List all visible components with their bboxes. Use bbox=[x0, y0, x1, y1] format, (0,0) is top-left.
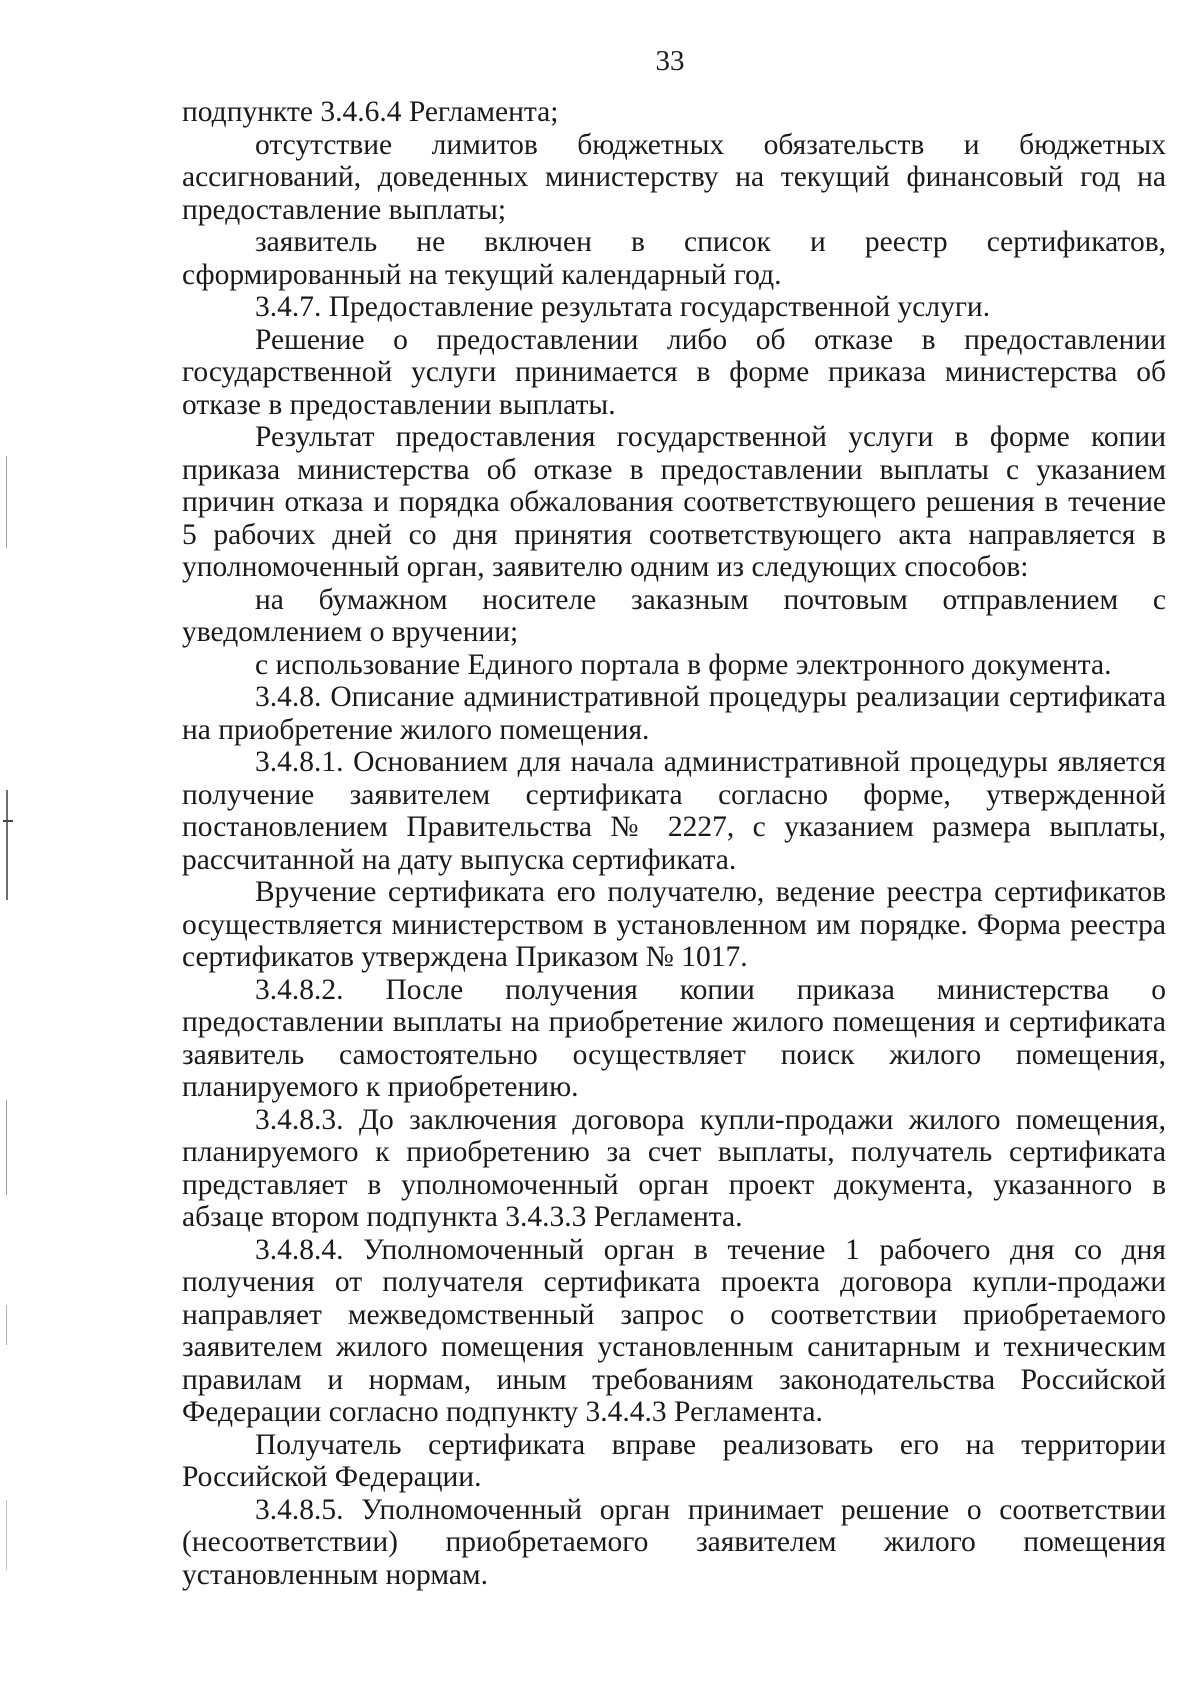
section-heading: 3.4.7. Предоставление результата государственной услуги. bbox=[255, 291, 991, 323]
scan-edge-mark bbox=[6, 456, 7, 548]
paragraph: Решение о предоставлении либо об отказе в предоставлении государственной услуги принимается в форме приказа министерства об отказе в предоставлении выплаты. bbox=[182, 323, 1166, 421]
paragraph: заявитель не включен в список и реестр сертификатов, сформированный на текущий календарный год. bbox=[182, 226, 1166, 291]
section-heading: 3.4.8. Описание административной процедуры реализации сертификата на приобретение жилого помещения. bbox=[182, 681, 1166, 746]
paragraph: на бумажном носителе заказным почтовым отправлением с уведомлением о вручении; bbox=[182, 583, 1166, 648]
page-number: 33 bbox=[655, 45, 685, 77]
paragraph: Вручение сертификата его получателю, ведение реестра сертификатов осуществляется министерством в установленном им порядке. Форма реестра сертификатов утверждена Приказом № 1017. bbox=[182, 876, 1166, 973]
paragraph: 3.4.8.3. До заключения договора купли-продажи жилого помещения, планируемого к приобретению за счет выплаты, получатель сертификата представляет в уполномоченный орган проект документа, указанного в абзаце втором подпункта 3.4.3.3 Регламента. bbox=[182, 1103, 1166, 1233]
paragraph: 3.4.8.4. Уполномоченный орган в течение 1 рабочего дня со дня получения от получателя сертификата проекта договора купли-продажи направляет межведомственный запрос о соответствии приобретаемого заявителем жилого помещения установленным санитарным и техническим правилам и нормам, иным требованиям законодательства Российской Федерации согласно подпункту 3.4.4.3 Регламента. bbox=[182, 1233, 1166, 1428]
scan-edge-mark bbox=[6, 1100, 7, 1195]
paragraph: Получатель сертификата вправе реализовать его на территории Российской Федерации. bbox=[182, 1428, 1166, 1493]
paragraph: с использование Единого портала в форме электронного документа. bbox=[255, 648, 1112, 681]
paragraph: 3.4.8.5. Уполномоченный орган принимает решение о соответствии (несоответствии) приобретаемого заявителем жилого помещения установленным нормам. bbox=[182, 1493, 1166, 1591]
paragraph: 3.4.8.1. Основанием для начала административной процедуры является получение заявителем сертификата согласно форме, утвержденной постановлением Правительства № 2227, с указанием размера выплаты, рассчитанной на дату выпуска сертификата. bbox=[182, 746, 1166, 876]
scan-edge-mark bbox=[6, 1305, 7, 1345]
scan-edge-mark bbox=[6, 790, 8, 900]
scan-edge-tick bbox=[3, 820, 13, 822]
paragraph: Результат предоставления государственной услуги в форме копии приказа министерства об отказе в предоставлении выплаты с указанием причин отказа и порядка обжалования соответствующего решения в течение 5 рабочих дней со дня принятия соответствующего акта направляется в уполномоченный орган, заявителю одним из следующих способов: bbox=[182, 421, 1166, 583]
document-body bbox=[182, 96, 1166, 1591]
paragraph: подпункте 3.4.6.4 Регламента; bbox=[182, 96, 559, 128]
paragraph: 3.4.8.2. После получения копии приказа министерства о предоставлении выплаты на приобретение жилого помещения и сертификата заявитель самостоятельно осуществляет поиск жилого помещения, планируемого к приобретению. bbox=[182, 973, 1166, 1103]
scan-edge-mark bbox=[6, 1500, 7, 1570]
paragraph: отсутствие лимитов бюджетных обязательств и бюджетных ассигнований, доведенных министерству на текущий финансовый год на предоставление выплаты; bbox=[182, 128, 1166, 226]
